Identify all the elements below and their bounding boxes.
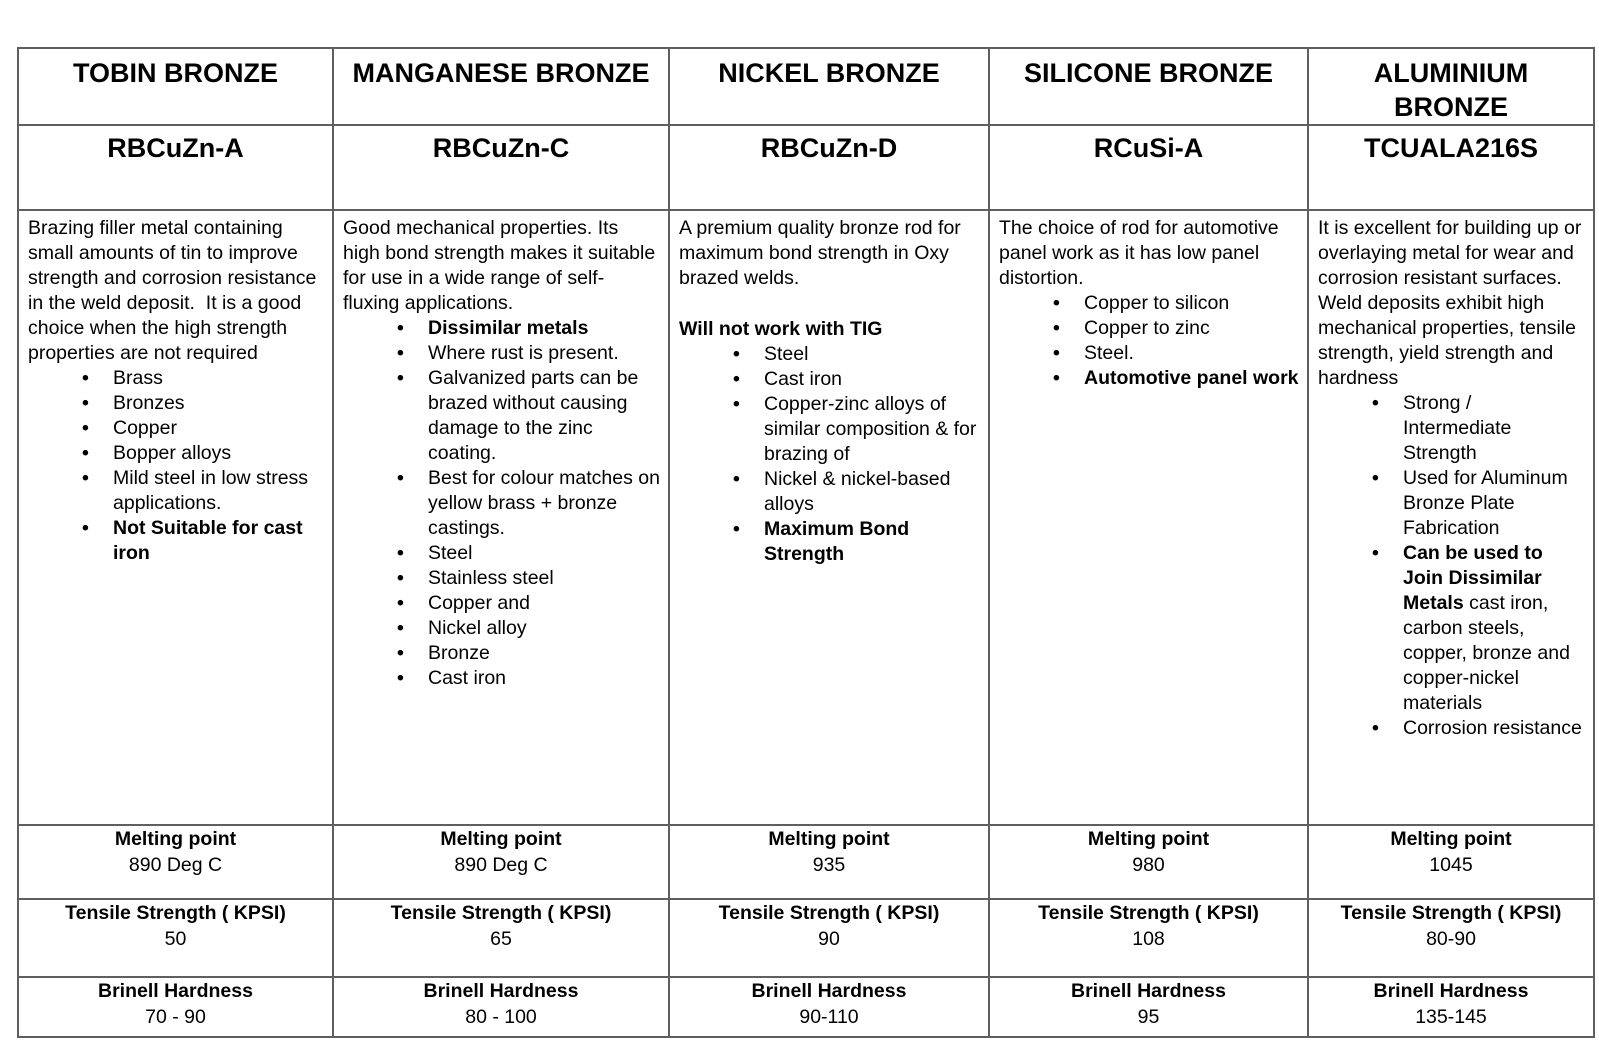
tensile-strength-value: 108 bbox=[1132, 928, 1165, 950]
tensile-strength-label: Tensile Strength ( KPSI) bbox=[65, 902, 286, 924]
brinell-hardness-label: Brinell Hardness bbox=[1373, 980, 1529, 1002]
row-descriptions bbox=[18, 210, 1594, 825]
tensile-strength-cell bbox=[333, 899, 669, 977]
tensile-strength-label: Tensile Strength ( KPSI) bbox=[1038, 902, 1259, 924]
melting-point-cell bbox=[669, 825, 989, 899]
list-item: • Bronze bbox=[395, 641, 660, 666]
application-list bbox=[28, 366, 324, 516]
list-item: • Steel bbox=[395, 541, 660, 566]
brinell-hardness-cell bbox=[989, 977, 1308, 1037]
description-cell bbox=[333, 210, 669, 825]
brinell-hardness-cell bbox=[1308, 977, 1594, 1037]
melting-point-cell bbox=[18, 825, 333, 899]
row-tensile-strength bbox=[18, 899, 1594, 977]
list-item-bold: • Not Suitable for cast iron bbox=[80, 516, 324, 566]
column-header-nickel-bronze: NICKEL BRONZE bbox=[669, 48, 989, 125]
tensile-strength-cell bbox=[18, 899, 333, 977]
designation-cell: RBCuZn-C bbox=[333, 125, 669, 210]
list-item: • Best for colour matches on yellow brass + bronze castings. bbox=[395, 466, 660, 541]
description-text: Good mechanical properties. Its high bond strength makes it suitable for use in a wide range of self-fluxing applications. bbox=[343, 217, 661, 314]
column-header-manganese-bronze: MANGANESE BRONZE bbox=[333, 48, 669, 125]
list-item: • Nickel & nickel-based alloys bbox=[731, 467, 980, 517]
list-item: • Brass bbox=[80, 366, 324, 391]
application-list bbox=[1318, 391, 1585, 741]
column-header-silicone-bronze: SILICONE BRONZE bbox=[989, 48, 1308, 125]
tig-warning-text: Will not work with TIG bbox=[679, 318, 883, 340]
row-designations bbox=[18, 125, 1594, 210]
designation-cell: TCUALA216S bbox=[1308, 125, 1594, 210]
list-item: • Mild steel in low stress applications. bbox=[80, 466, 324, 516]
brinell-hardness-cell bbox=[18, 977, 333, 1037]
description-cell bbox=[1308, 210, 1594, 825]
brinell-hardness-label: Brinell Hardness bbox=[751, 980, 907, 1002]
list-item-bold-text: Can be used to Join Dissimilar Metals bbox=[1403, 542, 1543, 614]
list-item-bold: • Dissimilar metals bbox=[395, 316, 660, 341]
brinell-hardness-cell bbox=[669, 977, 989, 1037]
list-item: • Copper and bbox=[395, 591, 660, 616]
list-item: • Copper to zinc bbox=[1051, 316, 1299, 341]
list-item: • Galvanized parts can be brazed without causing damage to the zinc coating. bbox=[395, 366, 660, 466]
application-list bbox=[679, 342, 980, 567]
brinell-hardness-value: 90-110 bbox=[799, 1006, 859, 1028]
list-item: • Steel bbox=[731, 342, 980, 367]
tensile-strength-label: Tensile Strength ( KPSI) bbox=[718, 902, 940, 924]
column-header-tobin-bronze: TOBIN BRONZE bbox=[18, 48, 333, 125]
brinell-hardness-label: Brinell Hardness bbox=[1071, 980, 1226, 1002]
list-item-mixed bbox=[1370, 541, 1585, 716]
melting-point-value: 1045 bbox=[1429, 854, 1473, 876]
tensile-strength-value: 50 bbox=[164, 928, 187, 950]
list-item: • Nickel alloy bbox=[395, 616, 660, 641]
melting-point-label: Melting point bbox=[440, 828, 562, 850]
melting-point-label: Melting point bbox=[1390, 828, 1512, 850]
tensile-strength-cell bbox=[669, 899, 989, 977]
warning-list bbox=[28, 516, 324, 566]
melting-point-label: Melting point bbox=[114, 828, 237, 850]
list-item: • Cast iron bbox=[395, 666, 660, 691]
list-item: • Strong / Intermediate Strength bbox=[1370, 391, 1585, 466]
description-cell bbox=[18, 210, 333, 825]
tensile-strength-value: 65 bbox=[490, 928, 512, 950]
brinell-hardness-value: 135-145 bbox=[1415, 1006, 1487, 1028]
list-item: • Bopper alloys bbox=[80, 441, 324, 466]
melting-point-cell bbox=[333, 825, 669, 899]
list-item: • Copper bbox=[80, 416, 324, 441]
description-text: A premium quality bronze rod for maximum bond strength in Oxy brazed welds. bbox=[679, 217, 967, 289]
melting-point-cell bbox=[989, 825, 1308, 899]
application-list bbox=[343, 316, 660, 691]
list-item: • Corrosion resistance bbox=[1370, 716, 1585, 741]
description-cell bbox=[669, 210, 989, 825]
tensile-strength-label: Tensile Strength ( KPSI) bbox=[390, 902, 612, 924]
tensile-strength-label: Tensile Strength ( KPSI) bbox=[1340, 902, 1562, 924]
tensile-strength-cell bbox=[989, 899, 1308, 977]
application-list bbox=[999, 291, 1299, 391]
list-item: • Bronzes bbox=[80, 391, 324, 416]
melting-point-value: 980 bbox=[1132, 854, 1165, 876]
list-item: • Stainless steel bbox=[395, 566, 660, 591]
row-brinell-hardness bbox=[18, 977, 1594, 1037]
melting-point-label: Melting point bbox=[768, 828, 890, 850]
designation-cell: RCuSi-A bbox=[989, 125, 1308, 210]
designation-cell: RBCuZn-A bbox=[18, 125, 333, 210]
melting-point-value: 890 Deg C bbox=[128, 854, 223, 876]
description-cell bbox=[989, 210, 1308, 825]
bronze-comparison-table bbox=[17, 47, 1595, 1038]
list-item: • Steel. bbox=[1051, 341, 1299, 366]
designation-cell: RBCuZn-D bbox=[669, 125, 989, 210]
list-item: • Cast iron bbox=[731, 367, 980, 392]
list-item-normal-text: cast iron, carbon steels, copper, bronze and copper-nickel materials bbox=[1403, 592, 1570, 714]
column-header-aluminium-bronze: ALUMINIUM BRONZE bbox=[1308, 48, 1594, 125]
row-product-names bbox=[18, 48, 1594, 125]
melting-point-label: Melting point bbox=[1087, 828, 1210, 850]
brinell-hardness-label: Brinell Hardness bbox=[98, 980, 253, 1002]
melting-point-value: 935 bbox=[812, 854, 846, 876]
tensile-strength-value: 90 bbox=[818, 928, 840, 950]
tensile-strength-value: 80-90 bbox=[1426, 928, 1476, 950]
list-item: • Used for Aluminum Bronze Plate Fabrication bbox=[1370, 466, 1585, 541]
brinell-hardness-value: 80 - 100 bbox=[465, 1006, 537, 1028]
brinell-hardness-cell bbox=[333, 977, 669, 1037]
list-item-bold: • Maximum Bond Strength bbox=[731, 517, 980, 567]
tensile-strength-cell bbox=[1308, 899, 1594, 977]
description-text: The choice of rod for automotive panel work as it has low panel distortion. bbox=[999, 217, 1285, 289]
list-item: • Copper to silicon bbox=[1051, 291, 1299, 316]
description-text: Brazing filler metal containing small amounts of tin to improve strength and corrosion resistance in the weld deposit. It is a good choice when the high strength properties are not required bbox=[28, 217, 322, 364]
melting-point-value: 890 Deg C bbox=[454, 854, 548, 876]
row-melting-point bbox=[18, 825, 1594, 899]
brinell-hardness-label: Brinell Hardness bbox=[423, 980, 579, 1002]
melting-point-cell bbox=[1308, 825, 1594, 899]
list-item-bold: • Automotive panel work bbox=[1051, 366, 1299, 391]
brinell-hardness-value: 70 - 90 bbox=[145, 1006, 206, 1028]
description-text: It is excellent for building up or overlaying metal for wear and corrosion resistant surfaces. Weld deposits exhibit high mechanical properties, tensile strength, yield strength and hardness bbox=[1318, 217, 1587, 389]
list-item: • Where rust is present. bbox=[395, 341, 660, 366]
brinell-hardness-value: 95 bbox=[1137, 1006, 1160, 1028]
list-item: • Copper-zinc alloys of similar composition & for brazing of bbox=[731, 392, 980, 467]
